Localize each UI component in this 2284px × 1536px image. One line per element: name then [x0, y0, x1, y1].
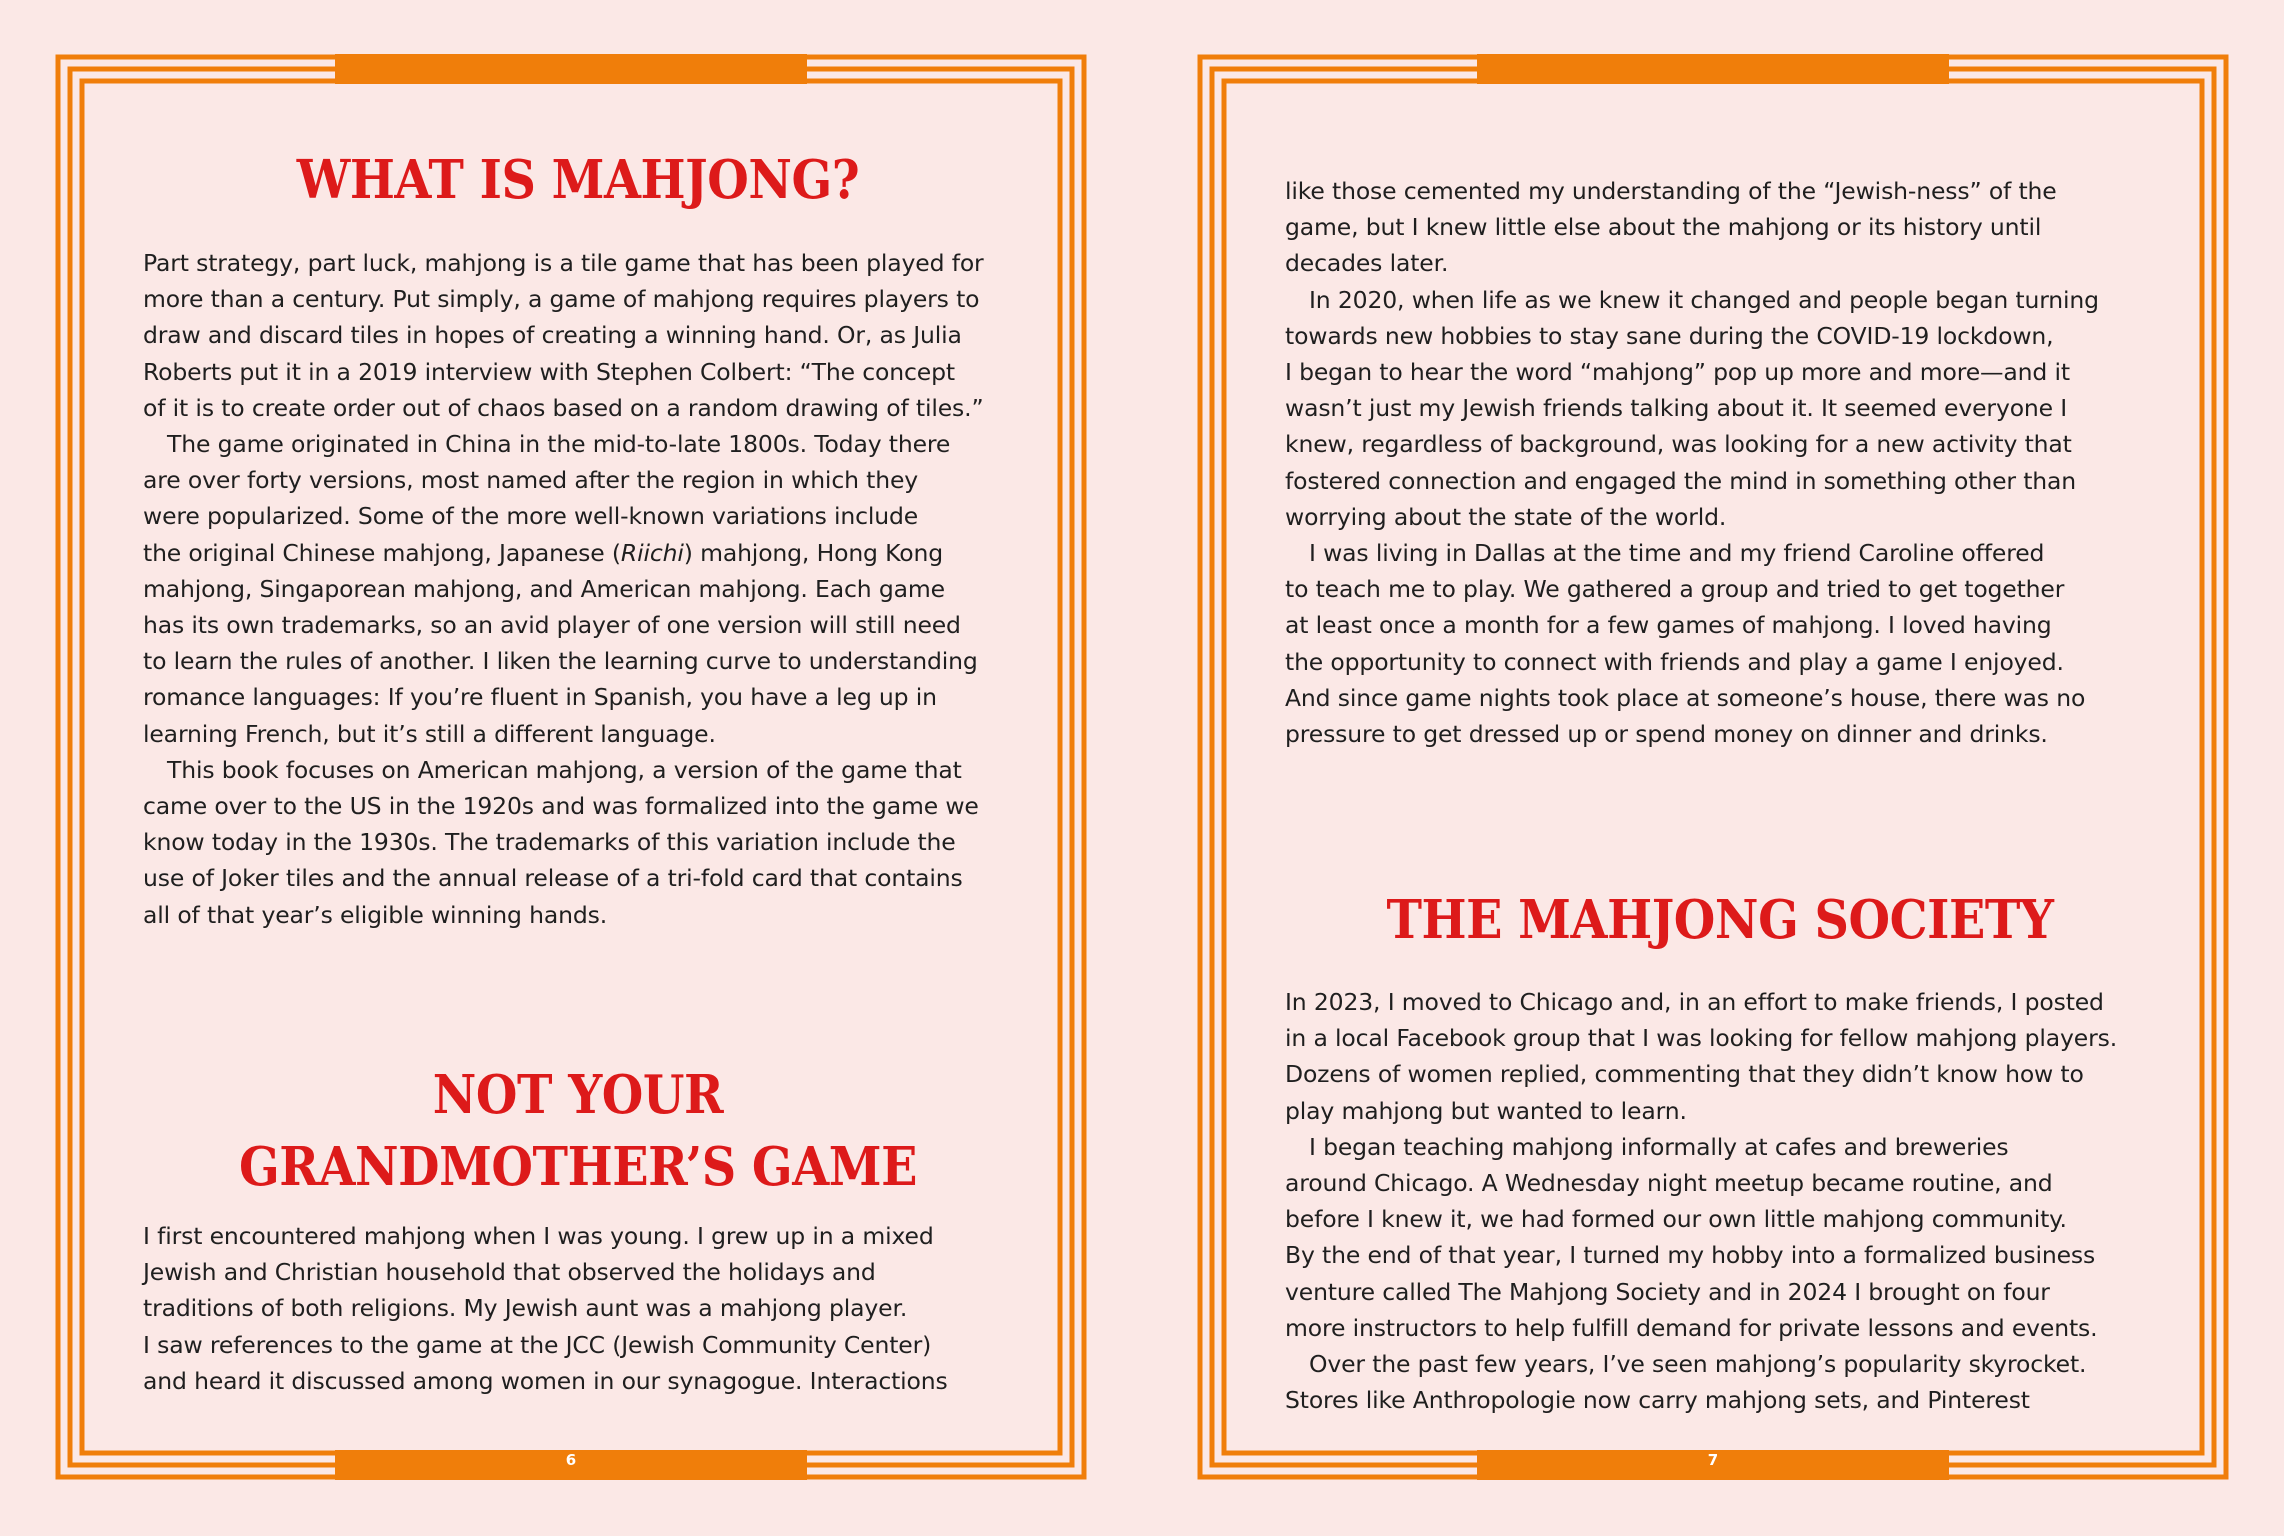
text-line: around Chicago. A Wednesday night meetup became routine, and: [1285, 1169, 2053, 1198]
text-line: learning French, but it’s still a different language.: [143, 719, 716, 748]
text-line: and heard it discussed among women in our synagogue. Interactions: [143, 1366, 948, 1395]
text-line: to learn the rules of another. I liken the learning curve to understanding: [143, 647, 978, 676]
text-line: And since game nights took place at someone’s house, there was no: [1285, 683, 2086, 712]
text-line: I first encountered mahjong when I was young. I grew up in a mixed: [143, 1222, 934, 1250]
text-line: play mahjong but wanted to learn.: [1285, 1096, 1687, 1125]
paragraph: [1285, 282, 2185, 535]
paragraph: [1285, 1129, 2185, 1346]
left-body-bottom: [143, 1218, 1013, 1399]
text-line: the opportunity to connect with friends and play a game I enjoyed.: [1285, 647, 2064, 676]
text-line: draw and discard tiles in hopes of creating a winning hand. Or, as Julia: [143, 321, 962, 350]
emphasis: Riichi: [620, 538, 684, 567]
text-line: were popularized. Some of the more well-known variations include: [143, 502, 919, 531]
text-line: I saw references to the game at the JCC (Jewish Community Center): [143, 1330, 932, 1359]
text-line: game, but I knew little else about the mahjong or its history until: [1285, 213, 2042, 242]
right-body-top: [1285, 173, 2185, 752]
left-body-top: [143, 245, 1013, 933]
text-line: venture called The Mahjong Society and in 2024 I brought on four: [1285, 1277, 2050, 1306]
right-page: [1197, 54, 2229, 1480]
heading-line: NOT YOUR: [432, 1064, 724, 1126]
text-line: mahjong, Singaporean mahjong, and American mahjong. Each game: [143, 574, 945, 603]
paragraph: [143, 1218, 1013, 1399]
left-heading2-block: [143, 1059, 1013, 1203]
text-line: I began teaching mahjong informally at cafes and breweries: [1309, 1132, 2009, 1161]
section-heading: THE MAHJONG SOCIETY: [1386, 889, 2054, 951]
text-line: towards new hobbies to stay sane during the COVID-19 lockdown,: [1285, 321, 2054, 350]
text-line: more instructors to help fulfill demand for private lessons and events.: [1285, 1313, 2098, 1342]
text-line: pressure to get dressed up or spend money on dinner and drinks.: [1285, 720, 2048, 749]
text-line: all of that year’s eligible winning hands.: [143, 900, 608, 929]
text-line: In 2023, I moved to Chicago and, in an effort to make friends, I posted: [1285, 988, 2104, 1016]
text-line: came over to the US in the 1920s and was formalized into the game we: [143, 792, 979, 821]
text-line: Jewish and Christian household that observed the holidays and: [143, 1258, 876, 1287]
paragraph: [1285, 535, 2185, 752]
text-line: in a local Facebook group that I was looking for fellow mahjong players.: [1285, 1024, 2118, 1053]
text-line: are over forty versions, most named after the region in which they: [143, 466, 919, 495]
section-heading: WHAT IS MAHJONG?: [296, 149, 860, 211]
text-line: has its own trademarks, so an avid player of one version will still need: [143, 611, 961, 640]
text-line: The game originated in China in the mid-to-late 1800s. Today there: [167, 430, 951, 459]
text-line: This book focuses on American mahjong, a version of the game that: [167, 755, 962, 784]
text-line: the original Chinese mahjong, Japanese (Riichi) mahjong, Hong Kong: [143, 538, 943, 567]
text-line: like those cemented my understanding of the “Jewish-ness” of the: [1285, 177, 2057, 205]
right-body-bottom: [1285, 984, 2185, 1418]
text-line: at least once a month for a few games of mahjong. I loved having: [1285, 611, 2052, 640]
text-line: Part strategy, part luck, mahjong is a tile game that has been played for: [143, 249, 984, 277]
paragraph: [143, 245, 1013, 426]
right-heading-block: [1285, 884, 2155, 956]
text-line: Over the past few years, I’ve seen mahjong’s popularity skyrocket.: [1309, 1350, 2087, 1379]
text-line: I was living in Dallas at the time and my friend Caroline offered: [1309, 539, 2045, 568]
page-number: 7: [1707, 1451, 1719, 1469]
paragraph: [143, 426, 1013, 752]
text-line: I began to hear the word “mahjong” pop up more and more—and it: [1285, 358, 2070, 387]
text-line: Roberts put it in a 2019 interview with Stephen Colbert: “The concept: [143, 357, 955, 386]
paragraph: [1285, 984, 2185, 1129]
text-line: decades later.: [1285, 249, 1449, 278]
text-line: use of Joker tiles and the annual release of a tri-fold card that contains: [143, 864, 963, 893]
paragraph: [1285, 1346, 2185, 1418]
text-line: traditions of both religions. My Jewish aunt was a mahjong player.: [143, 1294, 908, 1323]
text-line: worrying about the state of the world.: [1285, 502, 1727, 531]
text-line: of it is to create order out of chaos based on a random drawing of tiles.”: [143, 393, 984, 422]
section-heading: [187, 1059, 970, 1203]
page-number: 6: [565, 1451, 577, 1469]
paragraph: [143, 752, 1013, 933]
text-line: By the end of that year, I turned my hobby into a formalized business: [1285, 1241, 2096, 1270]
text-line: wasn’t just my Jewish friends talking about it. It seemed everyone I: [1285, 394, 2068, 423]
text-line: In 2020, when life as we knew it changed and people began turning: [1309, 285, 2099, 314]
heading-line: GRANDMOTHER’S GAME: [238, 1136, 918, 1198]
text-line: more than a century. Put simply, a game of mahjong requires players to: [143, 285, 980, 314]
text-line: know today in the 1930s. The trademarks of this variation include the: [143, 828, 956, 857]
paragraph: [1285, 173, 2185, 282]
text-line: Dozens of women replied, commenting that they didn’t know how to: [1285, 1060, 2084, 1089]
text-line: fostered connection and engaged the mind in something other than: [1285, 466, 2077, 495]
left-page: [55, 54, 1087, 1480]
text-line: before I knew it, we had formed our own little mahjong community.: [1285, 1205, 2067, 1234]
left-heading-block: [143, 144, 1013, 216]
text-line: knew, regardless of background, was looking for a new activity that: [1285, 430, 2072, 459]
text-line: to teach me to play. We gathered a group and tried to get together: [1285, 575, 2065, 604]
text-line: romance languages: If you’re fluent in Spanish, you have a leg up in: [143, 683, 937, 712]
text-line: Stores like Anthropologie now carry mahjong sets, and Pinterest: [1285, 1386, 2030, 1415]
